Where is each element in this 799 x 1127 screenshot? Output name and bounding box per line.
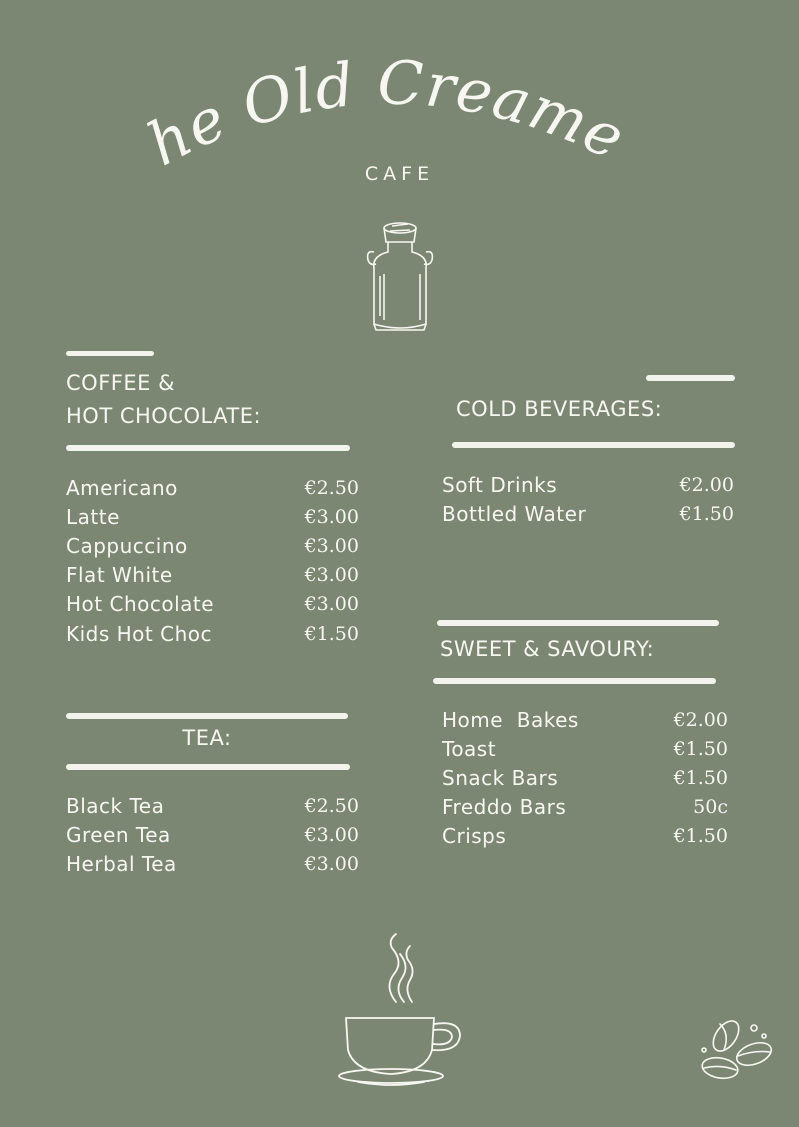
coffee-bottom-brush [66, 445, 350, 451]
tea-menu [66, 791, 359, 879]
menu-item-price: €1.50 [673, 737, 728, 760]
coffee-heading-line2: HOT CHOCOLATE: [66, 404, 262, 428]
menu-item-row [442, 499, 734, 528]
menu-item-name: Snack Bars [442, 765, 559, 790]
menu-item-price: €3.00 [304, 505, 359, 528]
subtitle: CAFE [364, 163, 435, 185]
sweet-top-brush [437, 620, 719, 626]
coffee-heading [66, 367, 261, 433]
menu-item-row [442, 763, 728, 792]
menu-item-name: Hot Chocolate [66, 592, 215, 617]
menu-item-name: Black Tea [66, 793, 165, 818]
menu-item-price: €1.50 [679, 502, 734, 525]
coffee-menu [66, 473, 359, 648]
menu-item-price: €2.50 [304, 476, 359, 499]
menu-item-price: €3.00 [304, 852, 359, 875]
menu-item-row [442, 822, 728, 851]
menu-item-price: €1.50 [673, 766, 728, 789]
menu-item-row [442, 705, 728, 734]
title-text: The Old Creamery [129, 0, 636, 181]
menu-item-row [442, 470, 734, 499]
menu-item-row [66, 820, 359, 849]
milk-churn-icon [362, 216, 438, 334]
menu-item-name: Home Bakes [442, 707, 579, 732]
svg-text:The Old Creamery [129, 0, 635, 180]
menu-item-price: 50c [693, 796, 728, 819]
menu-item-price: €2.00 [673, 708, 728, 731]
cold-menu [442, 470, 734, 528]
tea-bottom-brush [66, 764, 350, 770]
menu-item-price: €1.50 [304, 622, 359, 645]
menu-item-price: €3.00 [304, 593, 359, 616]
cold-bottom-brush [452, 442, 735, 448]
menu-item-row [66, 619, 359, 648]
cold-heading: COLD BEVERAGES: [456, 397, 663, 421]
menu-item-row [66, 473, 359, 502]
coffee-heading-line1: COFFEE & [66, 371, 175, 395]
coffee-cup-icon [336, 932, 466, 1092]
sweet-menu [442, 705, 728, 851]
menu-item-row [66, 531, 359, 560]
menu-item-price: €2.50 [304, 794, 359, 817]
menu-item-price: €3.00 [304, 823, 359, 846]
menu-item-row [442, 734, 728, 763]
menu-item-price: €3.00 [304, 564, 359, 587]
menu-item-row [66, 561, 359, 590]
coffee-beans-icon [696, 1016, 778, 1086]
menu-item-name: Cappuccino [66, 533, 188, 558]
tea-heading: TEA: [182, 726, 232, 750]
menu-item-row [66, 791, 359, 820]
menu-item-name: Soft Drinks [442, 472, 558, 497]
coffee-top-brush [66, 351, 154, 356]
menu-item-name: Crisps [442, 824, 507, 849]
menu-item-price: €3.00 [304, 534, 359, 557]
menu-item-name: Freddo Bars [442, 795, 567, 820]
menu-item-row [442, 793, 728, 822]
menu-item-row [66, 590, 359, 619]
menu-item-name: Toast [442, 736, 497, 761]
menu-item-name: Green Tea [66, 822, 171, 847]
menu-item-name: Bottled Water [442, 501, 587, 526]
menu-item-name: Kids Hot Choc [66, 621, 212, 646]
menu-item-name: Flat White [66, 563, 173, 588]
menu-item-row [66, 849, 359, 878]
menu-item-name: Latte [66, 504, 120, 529]
sweet-heading: SWEET & SAVOURY: [440, 637, 655, 661]
sweet-bottom-brush [433, 678, 716, 684]
menu-item-name: Herbal Tea [66, 851, 177, 876]
menu-item-price: €1.50 [673, 825, 728, 848]
menu-item-row [66, 502, 359, 531]
menu-item-name: Americano [66, 475, 178, 500]
menu-item-price: €2.00 [679, 473, 734, 496]
cold-top-brush [646, 375, 735, 381]
tea-top-brush [66, 713, 348, 719]
